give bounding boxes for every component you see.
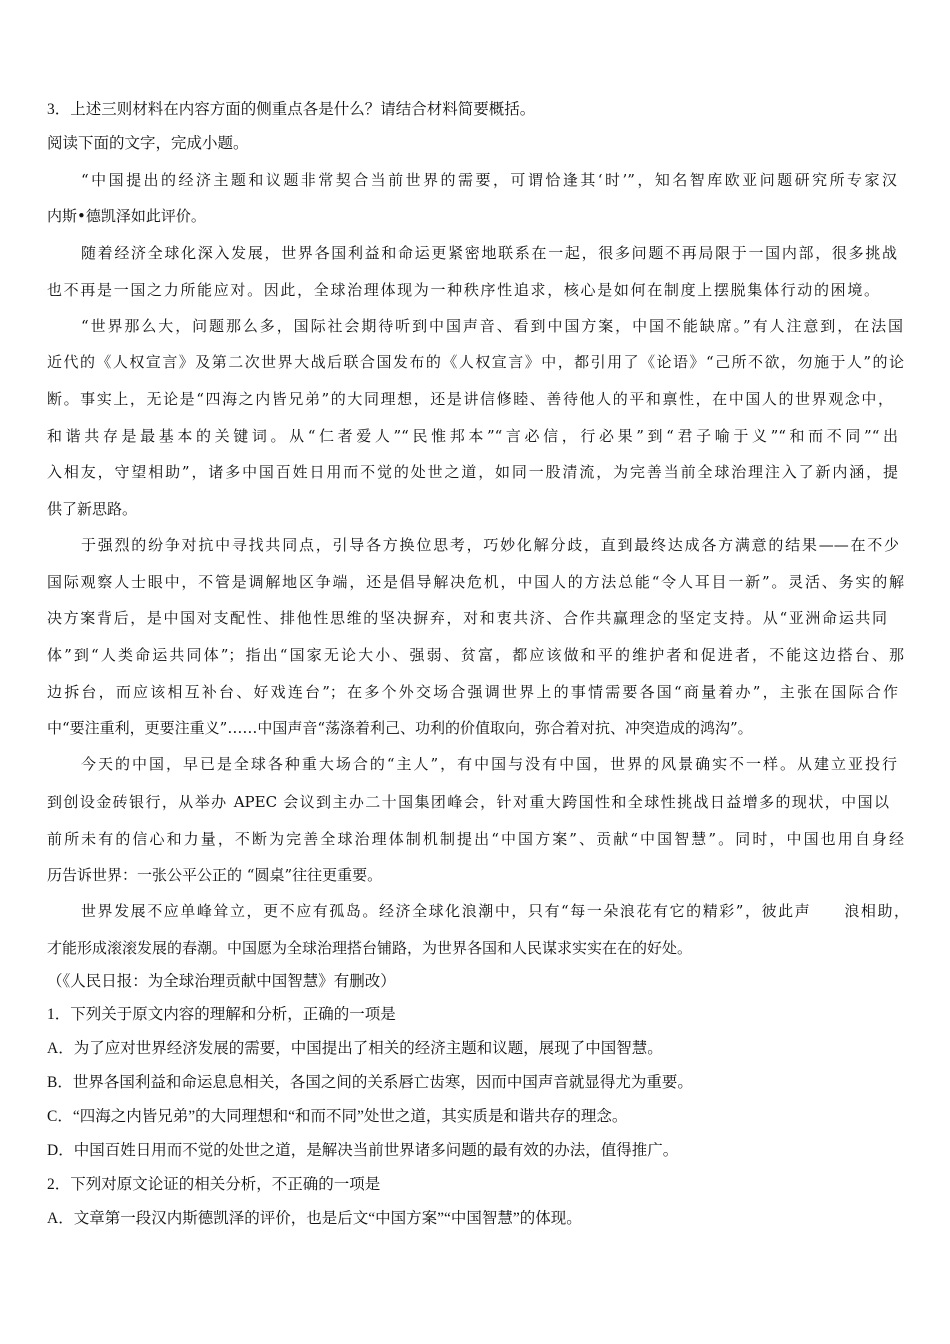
article-p5-line2: 到创设金砖银行，从举办 APEC 会议到主办二十国集团峰会，针对重大跨国性和全球性挑战日益增多的现状，中国以 [47,793,889,811]
question-3: 3．上述三则材料在内容方面的侧重点各是什么？请结合材料简要概括。 [47,101,536,118]
article-p4-line3: 决方案背后，是中国对支配性、排他性思维的坚决摒弃，对和衷共济、合作共赢理念的坚定支持。从“亚洲命运共同 [47,609,887,627]
article-p3-line5: 入相友，守望相助”，诸多中国百姓日用而不觉的处世之道，如同一股清流，为完善当前全球治理注入了新内涵，提 [47,463,898,481]
q1-stem: 1．下列关于原文内容的理解和分析，正确的一项是 [47,1006,396,1023]
article-p3-line1: “世界那么大，问题那么多，国际社会期待听到中国声音、看到中国方案，中国不能缺席。”有人注意到，在法国 [81,317,903,335]
article-p3-line2: 近代的《人权宣言》及第二次世界大战后联合国发布的《人权宣言》中，都引用了《论语》“己所不欲，勿施于人”的论 [47,353,904,371]
article-p1-line1: “中国提出的经济主题和议题非常契合当前世界的需要，可谓恰逢其‘时’”，知名智库欧亚问题研究所专家汉 [81,171,897,189]
q1-option-d: D．中国百姓日用而不觉的处世之道，是解决当前世界诸多问题的最有效的办法，值得推广。 [47,1142,679,1159]
article-p1-line2: 内斯•德凯泽如此评价。 [47,207,206,225]
q1-option-b: B．世界各国利益和命运息息相关，各国之间的关系唇亡齿寒，因而中国声音就显得尤为重要。 [47,1074,693,1091]
article-p2-line2: 也不再是一国之力所能应对。因此，全球治理体现为一种秩序性追求，核心是如何在制度上摆脱集体行动的困境。 [47,281,879,299]
article-p4-line6: 中“要注重利，更要注重义”……中国声音“荡涤着利己、功利的价值取向，弥合着对抗、冲突造成的鸿沟”。 [47,719,753,737]
article-p4-line5: 边拆台，而应该相互补台、好戏连台”；在多个外交场合强调世界上的事情需要各国“商量着办”，主张在国际合作 [47,683,898,701]
q2-stem: 2．下列对原文论证的相关分析，不正确的一项是 [47,1176,381,1193]
article-p4-line1: 于强烈的纷争对抗中寻找共同点，引导各方换位思考，巧妙化解分歧，直到最终达成各方满意的结果——在不少 [81,536,899,554]
article-p3-line3: 断。事实上，无论是“四海之内皆兄弟”的大同理想，还是讲信修睦、善待他人的平和禀性，在中国人的世界观念中， [47,390,893,408]
article-p6-line1: 世界发展不应单峰耸立，更不应有孤岛。经济全球化浪潮中，只有“每一朵浪花有它的精彩”，彼此声 浪相助， [81,902,909,920]
q2-option-a: A．文章第一段汉内斯德凯泽的评价，也是后文“中国方案”“中国智慧”的体现。 [47,1210,582,1227]
article-p5-line1: 今天的中国，早已是全球各种重大场合的“主人”，有中国与没有中国，世界的风景确实不一样。从建立亚投行 [81,755,897,773]
article-p4-line4: 体”到“人类命运共同体”；指出“国家无论大小、强弱、贫富，都应该做和平的维护者和促进者，不能这边搭台、那 [47,646,904,664]
q1-option-c: C．“四海之内皆兄弟”的大同理想和“和而不同”处世之道，其实质是和谐共存的理念。 [47,1108,628,1125]
article-p3-line6: 供了新思路。 [47,500,138,518]
article-p5-line4: 历告诉世界：一张公平公正的 “圆桌”往往更重要。 [47,866,383,884]
article-p6-line2: 才能形成滚滚发展的春潮。中国愿为全球治理搭台铺路，为世界各国和人民谋求实实在在的好处。 [47,939,693,957]
reading-instruction: 阅读下面的文字，完成小题。 [47,135,249,152]
article-p3-line4: 和谐共存是最基本的关键词。从“仁者爱人”“民惟邦本”“言必信，行必果”到“君子喻于义”“和而不同”“出 [47,427,898,445]
q1-option-a: A．为了应对世界经济发展的需要，中国提出了相关的经济主题和议题，展现了中国智慧。 [47,1040,663,1057]
article-p5-line3: 前所未有的信心和力量，不断为完善全球治理体制机制提出“中国方案”、贡献“中国智慧”。同时，中国也用自身经 [47,830,904,848]
article-p4-line2: 国际观察人士眼中，不管是调解地区争端，还是倡导解决危机，中国人的方法总能“令人耳目一新”。灵活、务实的解 [47,573,904,591]
article-source: （《人民日报：为全球治理贡献中国智慧》有删改） [47,973,396,990]
article-p2-line1: 随着经济全球化深入发展，世界各国利益和命运更紧密地联系在一起，很多问题不再局限于一国内部，很多挑战 [81,244,897,262]
